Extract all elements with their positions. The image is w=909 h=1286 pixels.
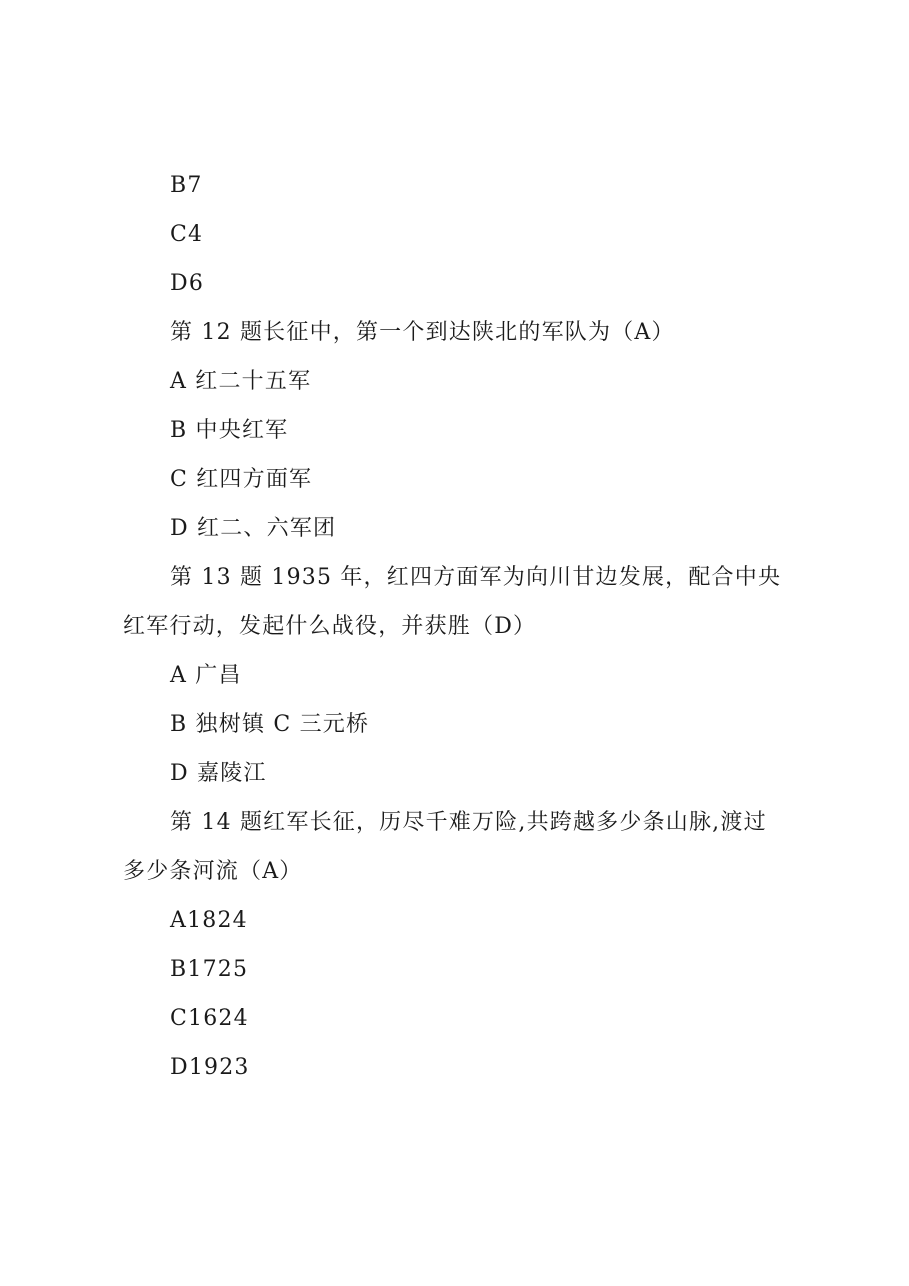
q12-option-a: A 红二十五军 xyxy=(170,369,312,394)
question-14-line-1: 第 14 题红军长征，历尽千难万险,共跨越多少条山脉,渡过 xyxy=(170,810,767,835)
q12-option-d: D 红二、六军团 xyxy=(170,516,337,541)
q12-option-b: B 中央红军 xyxy=(170,418,289,443)
q14-option-b: B1725 xyxy=(170,957,249,982)
q14-option-d: D1923 xyxy=(170,1055,250,1080)
option-d6: D6 xyxy=(170,271,205,296)
q13-option-d: D 嘉陵江 xyxy=(170,761,267,786)
question-14-line-2: 多少条河流（A） xyxy=(123,859,303,884)
q14-option-c: C1624 xyxy=(170,1006,249,1031)
q13-option-a: A 广昌 xyxy=(170,663,242,688)
question-13-line-1: 第 13 题 1935 年，红四方面军为向川甘边发展，配合中央 xyxy=(170,565,782,590)
option-c4: C4 xyxy=(170,222,204,247)
question-13-line-2: 红军行动，发起什么战役，并获胜（D） xyxy=(123,614,537,639)
option-b7: B7 xyxy=(170,173,203,198)
q12-option-c: C 红四方面军 xyxy=(170,467,313,492)
q14-option-a: A1824 xyxy=(170,908,248,933)
q13-option-b-c: B 独树镇 C 三元桥 xyxy=(170,712,370,737)
question-12: 第 12 题长征中，第一个到达陕北的军队为（A） xyxy=(170,320,675,345)
